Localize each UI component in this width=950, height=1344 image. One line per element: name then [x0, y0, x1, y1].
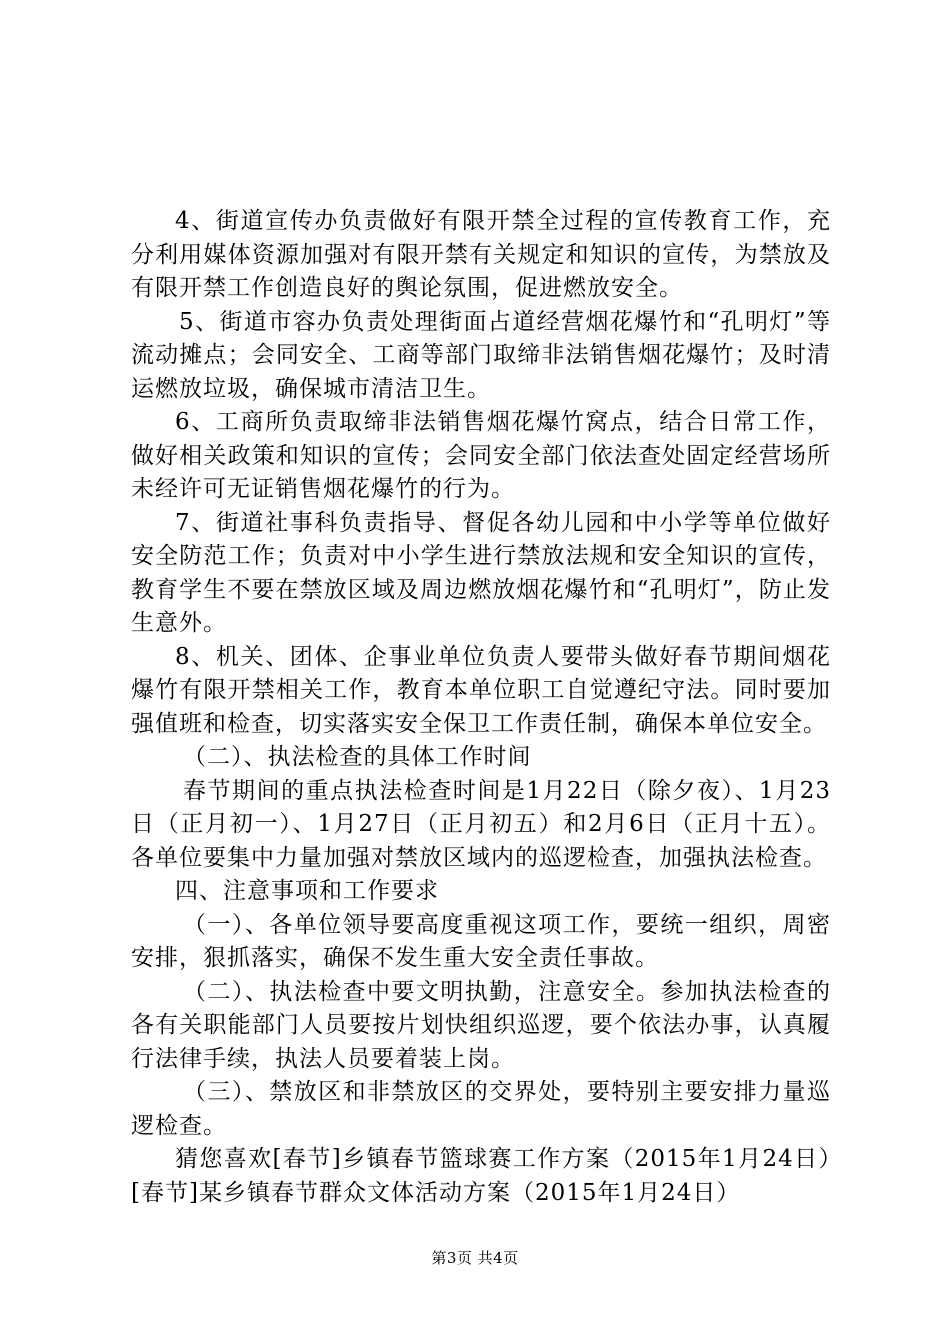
paragraph: 4、街道宣传办负责做好有限开禁全过程的宣传教育工作，充分利用媒体资源加强对有限开禁有关规定和知识的宣传，为禁放及有限开禁工作创造良好的舆论氛围，促进燃放安全。 — [131, 208, 831, 301]
paragraph: 6、工商所负责取缔非法销售烟花爆竹窝点，结合日常工作，做好相关政策和知识的宣传；会同安全部门依法查处固定经营场所未经许可无证销售烟花爆竹的行为。 — [131, 409, 831, 502]
paragraph: 猜您喜欢[春节]乡镇春节篮球赛工作方案（2015年1月24日）[春节]某乡镇春节群众文体活动方案（2015年1月24日） — [131, 1146, 831, 1206]
paragraph: （三）、禁放区和非禁放区的交界处，要特别主要安排力量巡逻检查。 — [131, 1079, 831, 1139]
paragraph: （二）、执法检查中要文明执勤，注意安全。参加执法检查的各有关职能部门人员要按片划快组织巡逻，要个依法办事，认真履行法律手续，执法人员要着装上岗。 — [131, 978, 831, 1072]
paragraph: 8、机关、团体、企事业单位负责人要带头做好春节期间烟花爆竹有限开禁相关工作，教育本单位职工自觉遵纪守法。同时要加强值班和检查，切实落实安全保卫工作责任制，确保本单位安全。 — [131, 643, 831, 737]
paragraph: 5、街道市容办负责处理街面占道经营烟花爆竹和“孔明灯”等流动摊点；会同安全、工商等部门取缔非法销售烟花爆竹；及时清运燃放垃圾，确保城市清洁卫生。 — [131, 308, 831, 402]
paragraph: （二）、执法检查的具体工作时间 — [183, 744, 532, 770]
document-body — [131, 205, 831, 1210]
paragraph: 7、街道社事科负责指导、督促各幼儿园和中小学等单位做好安全防范工作；负责对中小学生进行禁放法规和安全知识的宣传，教育学生不要在禁放区域及周边燃放烟花爆竹和“孔明灯”，防止发生意外。 — [131, 509, 831, 636]
paragraph: 春节期间的重点执法检查时间是1月22日（除夕夜）、1月23日（正月初一）、1月27日（正月初五）和2月6日（正月十五）。各单位要集中力量加强对禁放区域内的巡逻检查，加强执法检查。 — [131, 777, 831, 871]
paragraph: （一）、各单位领导要高度重视这项工作，要统一组织，周密安排，狠抓落实，确保不发生重大安全责任事故。 — [131, 911, 831, 971]
page-footer: 第3页 共4页 — [431, 1249, 519, 1267]
paragraph: 四、注意事项和工作要求 — [175, 878, 439, 904]
